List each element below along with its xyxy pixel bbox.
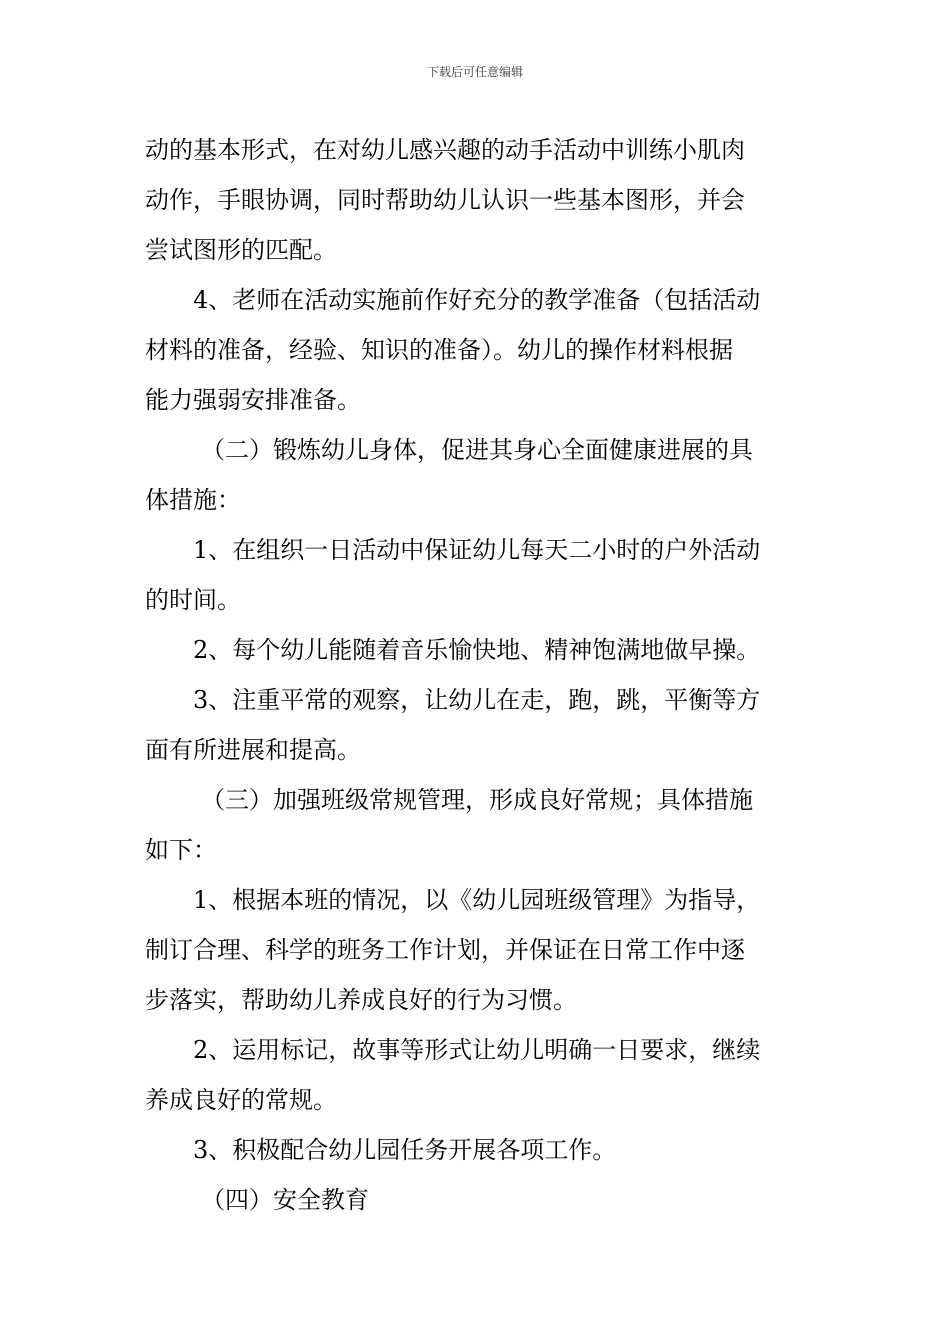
text-line: 1、根据本班的情况，以《幼儿园班级管理》为指导， — [193, 886, 761, 914]
text-line: 如下： — [145, 836, 217, 864]
text-line: 材料的准备，经验、知识的准备）。幼儿的操作材料根据 — [145, 336, 733, 364]
section-heading: （二）锻炼幼儿身体，促进其身心全面健康进展的具 — [201, 436, 753, 464]
text-line: 制订合理、科学的班务工作计划，并保证在日常工作中逐 — [145, 936, 745, 964]
text-line: 面有所进展和提高。 — [145, 736, 361, 764]
text-line: 3、注重平常的观察，让幼儿在走，跑，跳，平衡等方 — [193, 686, 761, 714]
text-line: 的时间。 — [145, 586, 241, 614]
section-heading: （四）安全教育 — [201, 1186, 369, 1214]
text-line: 2、运用标记，故事等形式让幼儿明确一日要求，继续 — [193, 1036, 761, 1064]
text-line: 步落实，帮助幼儿养成良好的行为习惯。 — [145, 986, 577, 1014]
text-line: 1、在组织一日活动中保证幼儿每天二小时的户外活动 — [193, 536, 761, 564]
text-line: 动的基本形式，在对幼儿感兴趣的动手活动中训练小肌肉 — [145, 136, 745, 164]
text-line: 体措施： — [145, 486, 241, 514]
page-header: 下载后可任意编辑 — [426, 65, 523, 79]
text-line: 能力强弱安排准备。 — [145, 386, 361, 414]
text-line: 2、每个幼儿能随着音乐愉快地、精神饱满地做早操。 — [193, 636, 761, 664]
section-heading: （三）加强班级常规管理，形成良好常规；具体措施 — [201, 786, 753, 814]
text-line: 尝试图形的匹配。 — [145, 236, 337, 264]
text-line: 动作，手眼协调，同时帮助幼儿认识一些基本图形，并会 — [145, 186, 745, 214]
document-body — [145, 125, 807, 1225]
text-line: 4、老师在活动实施前作好充分的教学准备（包括活动 — [193, 286, 761, 314]
text-line: 3、积极配合幼儿园任务开展各项工作。 — [193, 1136, 617, 1164]
text-line: 养成良好的常规。 — [145, 1086, 337, 1114]
